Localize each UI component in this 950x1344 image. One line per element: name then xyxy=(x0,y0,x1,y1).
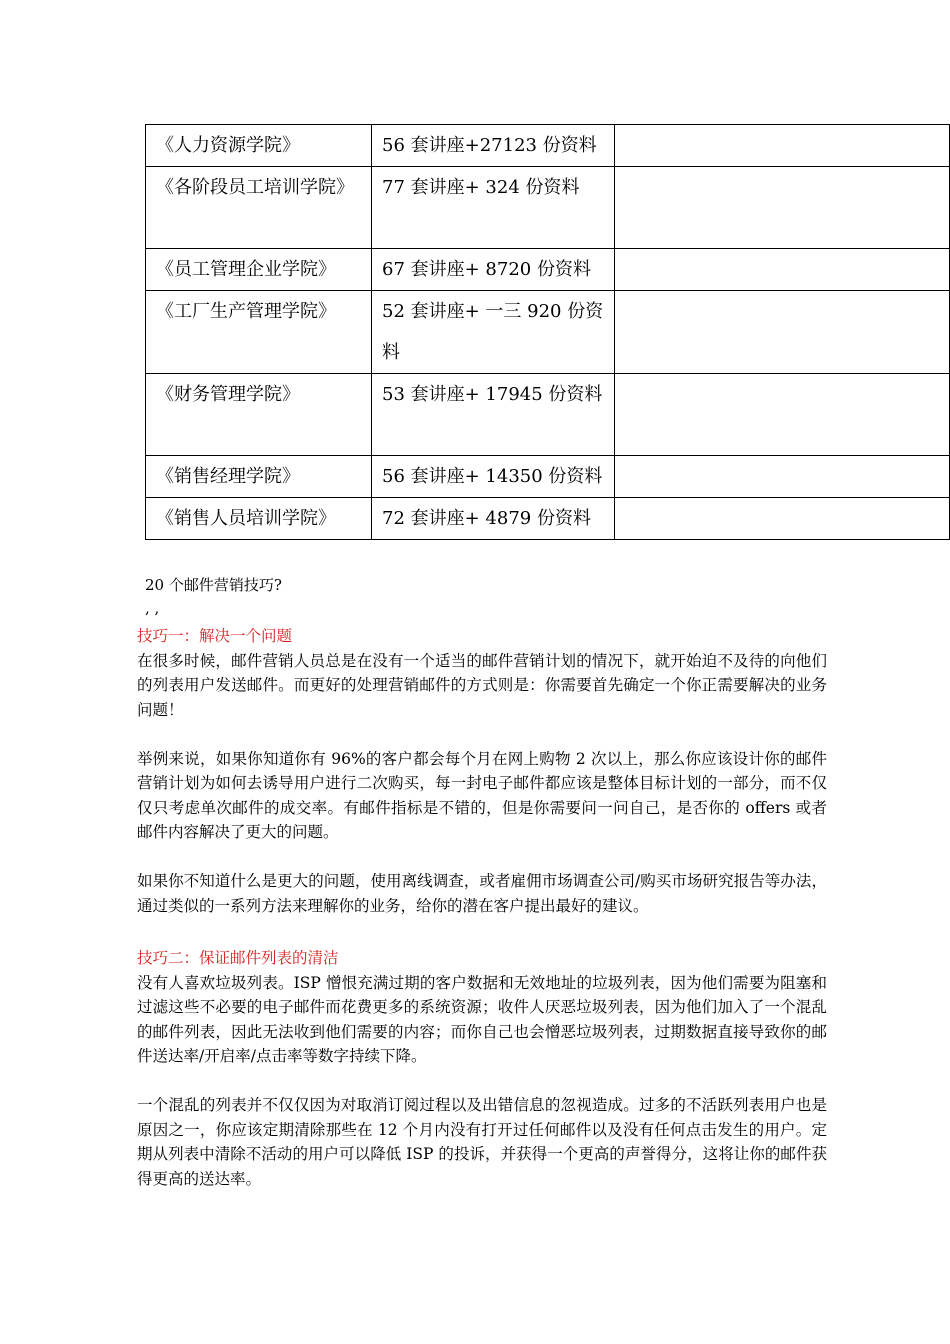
table-row xyxy=(146,291,950,374)
course-name-cell: 《销售经理学院》 xyxy=(146,456,372,498)
course-detail-cell: 53 套讲座+ 17945 份资料 xyxy=(372,374,615,456)
course-note-cell xyxy=(615,374,950,456)
commas-line: , , xyxy=(145,599,160,617)
table-row xyxy=(146,249,950,291)
tip2-section xyxy=(137,946,827,1191)
table-row xyxy=(146,125,950,167)
table-row xyxy=(146,456,950,498)
tip1-paragraph-2: 举例来说，如果你知道你有 96%的客户都会每个月在网上购物 2 次以上，那么你应该设计你的邮件营销计划为如何去诱导用户进行二次购买，每一封电子邮件都应该是整体目标计划的一部分，而不仅仅只考虑单次邮件的成交率。有邮件指标是不错的，但是你需要问一问自己，是否你的 offers 或者邮件内容解决了更大的问题。 xyxy=(137,749,827,841)
course-note-cell xyxy=(615,456,950,498)
course-detail-cell: 52 套讲座+ 一三 920 份资料 xyxy=(372,291,615,374)
tip1-section xyxy=(137,624,827,918)
tip2-paragraph-2: 一个混乱的列表并不仅仅因为对取消订阅过程以及出错信息的忽视造成。过多的不活跃列表用户也是原因之一，你应该定期清除那些在 12 个月内没有打开过任何邮件以及没有任何点击发生的用户。定期从列表中清除不活动的用户可以降低 ISP 的投诉，并获得一个更高的声誉得分，这将让你的邮件获得更高的送达率。 xyxy=(137,1096,827,1188)
tip1-paragraph-3: 如果你不知道什么是更大的问题，使用离线调查，或者雇佣市场调查公司/购买市场研究报告等办法，通过类似的一系列方法来理解你的业务，给你的潜在客户提出最好的建议。 xyxy=(137,872,827,915)
table-row xyxy=(146,498,950,540)
table-row xyxy=(146,374,950,456)
course-note-cell xyxy=(615,498,950,540)
course-name-cell: 《销售人员培训学院》 xyxy=(146,498,372,540)
tip2-heading: 技巧二：保证邮件列表的清洁 xyxy=(137,949,339,967)
course-note-cell xyxy=(615,125,950,167)
course-table xyxy=(145,124,950,540)
course-detail-cell: 67 套讲座+ 8720 份资料 xyxy=(372,249,615,291)
course-name-cell: 《人力资源学院》 xyxy=(146,125,372,167)
article-title: 20 个邮件营销技巧? xyxy=(145,576,282,594)
course-detail-cell: 56 套讲座+ 14350 份资料 xyxy=(372,456,615,498)
course-detail-cell: 56 套讲座+27123 份资料 xyxy=(372,125,615,167)
course-note-cell xyxy=(615,167,950,249)
course-name-cell: 《员工管理企业学院》 xyxy=(146,249,372,291)
course-detail-cell: 72 套讲座+ 4879 份资料 xyxy=(372,498,615,540)
course-name-cell: 《工厂生产管理学院》 xyxy=(146,291,372,374)
table-row xyxy=(146,167,950,249)
course-note-cell xyxy=(615,249,950,291)
course-table-body xyxy=(146,125,950,540)
course-name-cell: 《财务管理学院》 xyxy=(146,374,372,456)
course-note-cell xyxy=(615,291,950,374)
tip1-paragraph-1: 在很多时候，邮件营销人员总是在没有一个适当的邮件营销计划的情况下，就开始迫不及待的向他们的列表用户发送邮件。而更好的处理营销邮件的方式则是：你需要首先确定一个你正需要解决的业务问题！ xyxy=(137,651,827,719)
course-name-cell: 《各阶段员工培训学院》 xyxy=(146,167,372,249)
tip1-heading: 技巧一：解决一个问题 xyxy=(137,627,293,645)
course-detail-cell: 77 套讲座+ 324 份资料 xyxy=(372,167,615,249)
tip2-paragraph-1: 没有人喜欢垃圾列表。ISP 憎恨充满过期的客户数据和无效地址的垃圾列表，因为他们需要为阻塞和过滤这些不必要的电子邮件而花费更多的系统资源；收件人厌恶垃圾列表，因为他们加入了一个混乱的邮件列表，因此无法收到他们需要的内容；而你自己也会憎恶垃圾列表，过期数据直接导致你的邮件送达率/开启率/点击率等数字持续下降。 xyxy=(137,973,827,1065)
